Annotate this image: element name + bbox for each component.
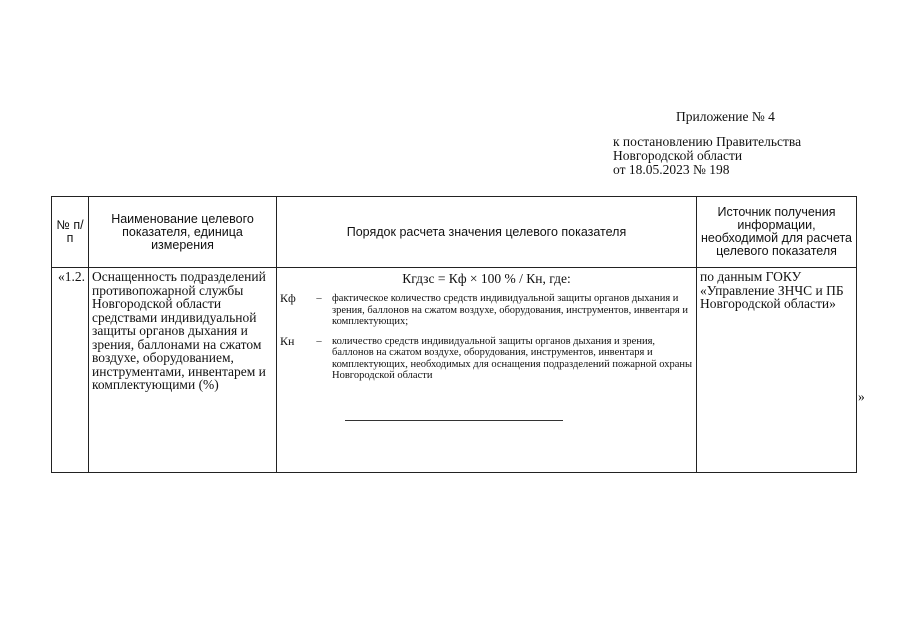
header-num: № п/п [52,197,89,268]
definition-dash: – [316,293,322,304]
appendix-line-1: к постановлению Правительства [613,134,802,149]
definition-kn [280,333,693,382]
table-header-row [52,197,857,268]
closing-quote: » [858,389,865,404]
header-source: Источник получения информации, необходимой для расчета целевого показателя [697,197,857,268]
calculation-cell [277,268,697,473]
definition-text: количество средств индивидуальной защиты органов дыхания и зрения, баллонов на сжатом воздухе, оборудования, инструментов, инвентаря и комплектующих, необходимых для оснащения подразделений пожарной охраны Новгородской области [332,335,693,381]
separator-line [345,420,563,421]
header-calc: Порядок расчета значения целевого показателя [277,197,697,268]
appendix-line-3: от 18.05.2023 № 198 [613,162,730,177]
definition-dash: – [316,335,322,347]
appendix-line-2: Новгородской области [613,148,743,163]
indicator-table [51,196,857,473]
appendix-block [613,110,873,177]
definition-symbol: Кф [280,291,296,305]
appendix-title: Приложение № 4 [676,109,775,124]
definition-text: фактическое количество средств индивидуальной защиты органов дыхания и зрения, баллонов на сжатом воздухе, оборудования, инструментов, инвентаря и комплектующих; [332,293,688,327]
row-number: «1.2. [52,268,89,473]
source-info: по данным ГОКУ «Управление ЗНЧС и ПБ Новгородской области» [697,268,857,473]
formula: Кгдзс = Кф × 100 % / Кн, где: [402,271,571,286]
header-name: Наименование целевого показателя, единица измерения [89,197,277,268]
definition-symbol: Кн [280,333,295,348]
table-row [52,268,857,473]
indicator-name: Оснащенность подразделений противопожарной службы Новгородской области средствами индивидуальной защиты органов дыхания и зрения, баллонами на сжатом воздухе, оборудованием, инструментами, инвентарем и комплектующими (%) [89,268,277,473]
definition-kf [280,293,693,328]
